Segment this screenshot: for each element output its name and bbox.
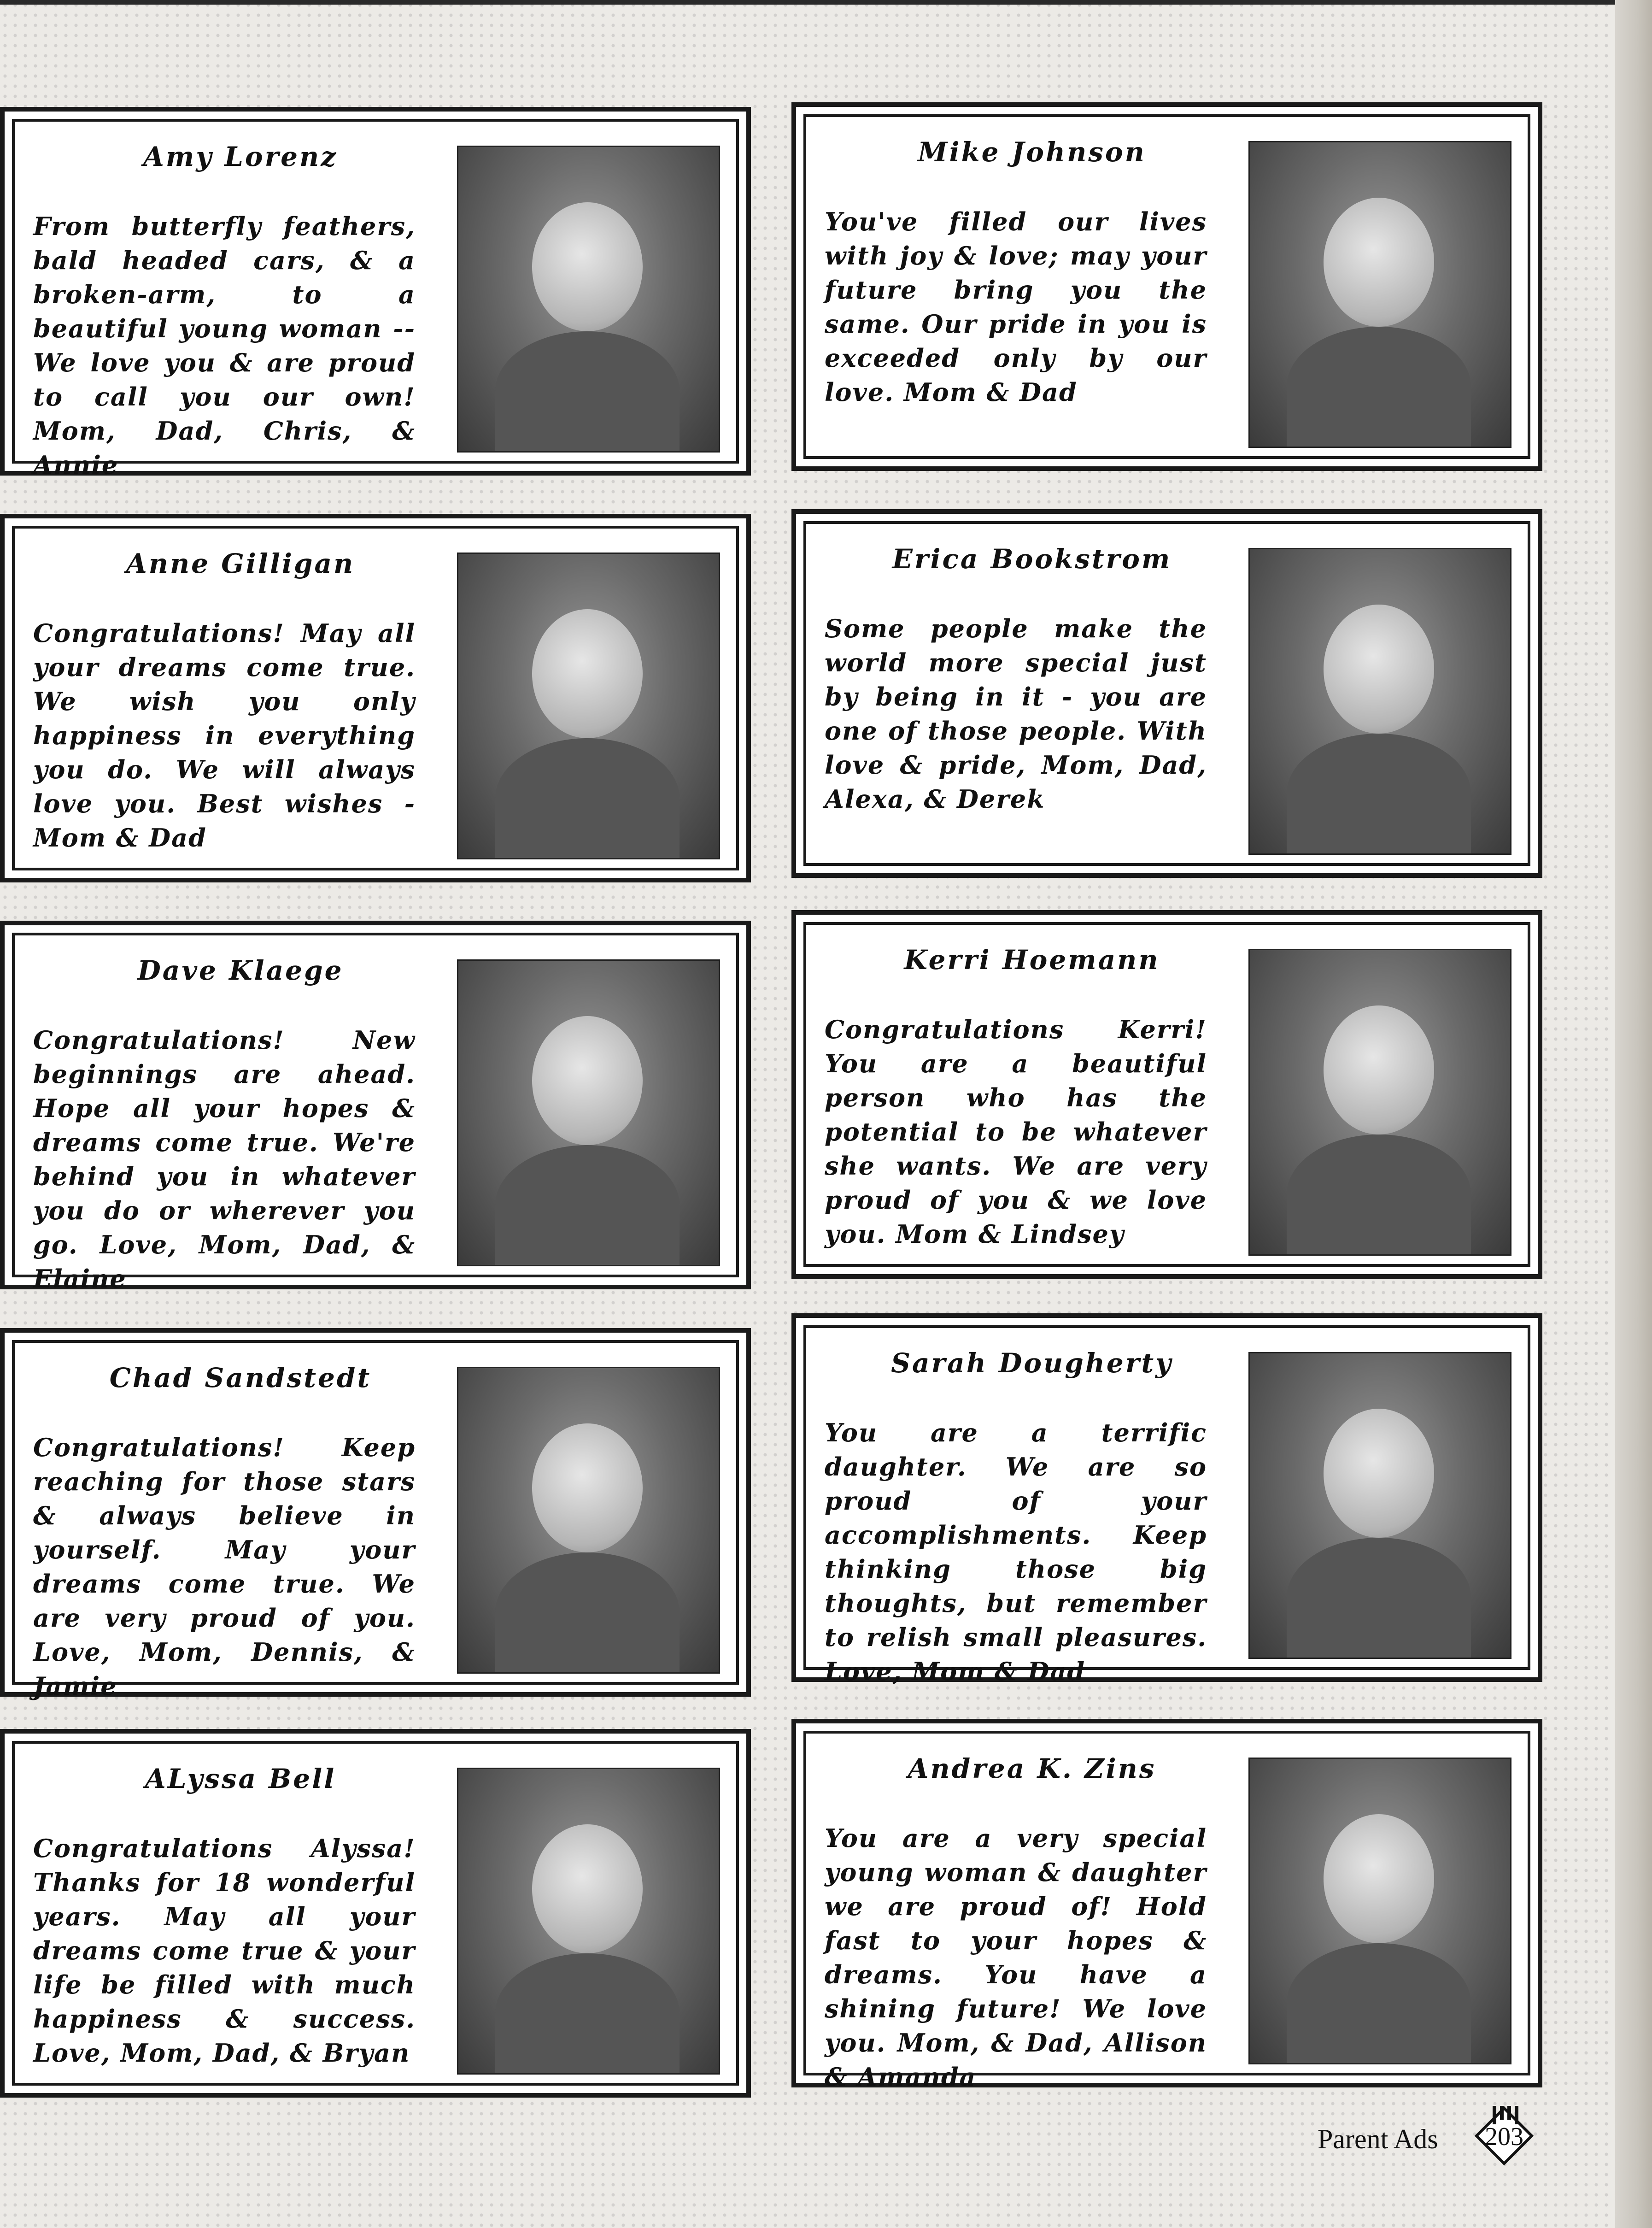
- student-name: Mike Johnson: [918, 136, 1146, 168]
- ad-inner-frame: [12, 119, 739, 480]
- parent-ad-card: [0, 107, 751, 480]
- ad-inner-frame: [803, 114, 1530, 459]
- page-binding-edge: [1615, 0, 1652, 2228]
- ad-message: You've filled our lives with joy & love; may your future bring you the same. Our pride in you is exceeded only by our love. Mom & Dad: [825, 207, 1207, 407]
- student-photo: [1248, 1352, 1511, 1659]
- ad-message: You are a terrific daughter. We are so proud of your accomplishments. Keep thinking those big thoughts, but remember to relish small pleasures. Love, Mom & Dad: [825, 1418, 1207, 1686]
- student-photo: [457, 959, 720, 1266]
- ad-inner-frame: [12, 526, 739, 870]
- ad-message: From butterfly feathers, bald headed cars, & a broken-arm, to a beautiful young woman -- We love you & are proud to call you our own! Mom, Dad, Chris, & Annie: [33, 212, 416, 480]
- ad-message: Congratulations Kerri! You are a beautiful person who has the potential to be whatever she wants. We are very proud of you & we love you. Mom & Lindsey: [825, 1015, 1207, 1249]
- parent-ad-card: [791, 910, 1542, 1279]
- student-photo: [1248, 949, 1511, 1256]
- ad-message: Congratulations Alyssa! Thanks for 18 wonderful years. May all your dreams come true & your life be filled with much happiness & success. Love, Mom, Dad, & Bryan: [33, 1834, 416, 2068]
- ad-inner-frame: [803, 1731, 1530, 2092]
- page-number-badge: [1474, 2106, 1534, 2166]
- student-name: Andrea K. Zins: [908, 1753, 1156, 1784]
- parent-ad-card: [0, 921, 751, 1293]
- ad-inner-frame: [803, 922, 1530, 1267]
- ad-message: You are a very special young woman & daughter we are proud of! Hold fast to your hopes & dreams. You have a shining future! We love you. Mom, & Dad, Allison & Amanda: [825, 1823, 1207, 2092]
- student-name: Anne Gilligan: [126, 548, 355, 579]
- ad-inner-frame: [12, 933, 739, 1293]
- parent-ad-card: [0, 1328, 751, 1701]
- ad-message: Some people make the world more special just by being in it - you are one of those people. With love & pride, Mom, Dad, Alexa, & Derek: [825, 614, 1207, 814]
- parent-ad-card: [791, 1719, 1542, 2092]
- parent-ad-card: [791, 102, 1542, 471]
- parent-ad-card: [791, 509, 1542, 878]
- ad-inner-frame: [12, 1340, 739, 1701]
- student-name: ALyssa Bell: [145, 1763, 336, 1794]
- student-photo: [1248, 1758, 1511, 2064]
- ad-inner-frame: [803, 521, 1530, 866]
- student-name: Dave Klaege: [137, 955, 344, 986]
- student-photo: [1248, 141, 1511, 448]
- ad-message: Congratulations! Keep reaching for those stars & always believe in yourself. May your dreams come true. We are very proud of you. Love, Mom, Dennis, & Jamie: [33, 1433, 416, 1701]
- parent-ad-card: [0, 1729, 751, 2098]
- ad-inner-frame: [12, 1741, 739, 2086]
- student-photo: [457, 1367, 720, 1674]
- ad-inner-frame: [803, 1325, 1530, 1686]
- ad-message: Congratulations! New beginnings are ahead. Hope all your hopes & dreams come true. We're behind you in whatever you do or wherever you go. Love, Mom, Dad, & Elaine: [33, 1025, 416, 1293]
- student-photo: [1248, 548, 1511, 855]
- student-photo: [457, 1768, 720, 2075]
- parent-ad-card: [791, 1313, 1542, 1686]
- student-name: Chad Sandstedt: [109, 1362, 372, 1393]
- section-label: Parent Ads: [1318, 2124, 1438, 2154]
- student-photo: [457, 553, 720, 859]
- student-name: Sarah Dougherty: [891, 1347, 1173, 1379]
- student-name: Erica Bookstrom: [892, 543, 1172, 575]
- student-name: Kerri Hoemann: [904, 944, 1160, 976]
- parent-ad-card: [0, 514, 751, 882]
- page-number: 203: [1485, 2122, 1523, 2151]
- ad-message: Congratulations! May all your dreams come true. We wish you only happiness in everything you do. We will always love you. Best wishes - Mom & Dad: [33, 618, 416, 852]
- student-name: Amy Lorenz: [143, 141, 338, 172]
- top-rule: [0, 0, 1652, 5]
- student-photo: [457, 146, 720, 453]
